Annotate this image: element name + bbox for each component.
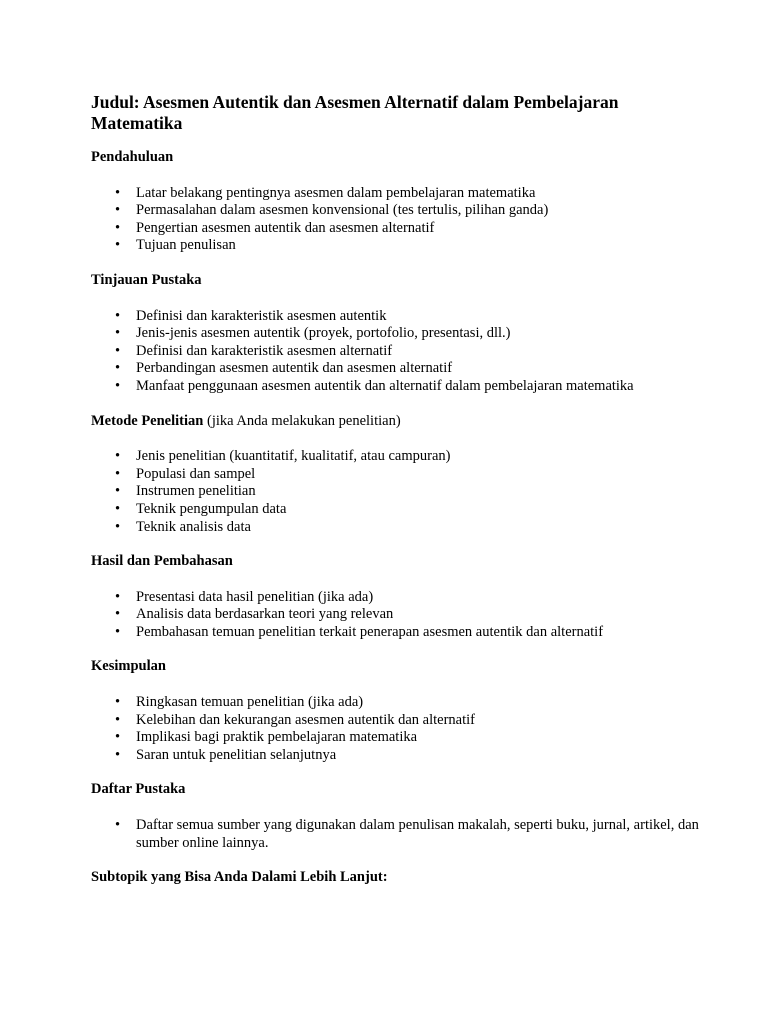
section-heading-hasil-dan-pembahasan xyxy=(91,553,708,571)
list-item: • Definisi dan karakteristik asesmen alternatif xyxy=(136,343,708,361)
list-item: • Teknik pengumpulan data xyxy=(136,501,708,519)
list-item: • Jenis-jenis asesmen autentik (proyek, portofolio, presentasi, dll.) xyxy=(136,325,708,343)
heading-text: Kesimpulan xyxy=(91,658,166,675)
list-item: • Daftar semua sumber yang digunakan dalam penulisan makalah, seperti buku, jurnal, artikel, dan sumber online lainnya. xyxy=(136,817,708,852)
bullet-list-hasil-dan-pembahasan xyxy=(91,589,708,642)
section-heading-metode-penelitian xyxy=(91,413,708,431)
section-heading-tinjauan-pustaka xyxy=(91,272,708,290)
list-item: • Pembahasan temuan penelitian terkait penerapan asesmen autentik dan alternatif xyxy=(136,624,708,642)
list-item: • Perbandingan asesmen autentik dan asesmen alternatif xyxy=(136,360,708,378)
section-heading-kesimpulan xyxy=(91,658,708,676)
list-item: • Instrumen penelitian xyxy=(136,483,708,501)
bullet-list-kesimpulan xyxy=(91,694,708,764)
list-item: • Populasi dan sampel xyxy=(136,466,708,484)
list-item: • Kelebihan dan kekurangan asesmen autentik dan alternatif xyxy=(136,712,708,730)
heading-text: Pendahuluan xyxy=(91,149,174,165)
list-item: • Teknik analisis data xyxy=(136,519,708,537)
heading-text: Hasil dan Pembahasan xyxy=(91,553,233,570)
bullet-list-metode-penelitian xyxy=(91,448,708,536)
list-item: • Pengertian asesmen autentik dan asesmen alternatif xyxy=(136,220,708,238)
list-item: • Analisis data berdasarkan teori yang relevan xyxy=(136,606,708,624)
list-item: • Permasalahan dalam asesmen konvensional (tes tertulis, pilihan ganda) xyxy=(136,202,708,220)
list-item: • Implikasi bagi praktik pembelajaran matematika xyxy=(136,729,708,747)
list-item: • Presentasi data hasil penelitian (jika ada) xyxy=(136,589,708,607)
list-item: • Jenis penelitian (kuantitatif, kualitatif, atau campuran) xyxy=(136,448,708,466)
list-item: • Latar belakang pentingnya asesmen dalam pembelajaran matematika xyxy=(136,185,708,203)
section-heading-daftar-pustaka xyxy=(91,781,708,799)
bullet-list-daftar-pustaka xyxy=(91,817,708,852)
heading-text: Daftar Pustaka xyxy=(91,781,186,798)
heading-note: (jika Anda melakukan penelitian) xyxy=(203,412,401,429)
list-item: • Tujuan penulisan xyxy=(136,237,708,255)
list-item: • Definisi dan karakteristik asesmen autentik xyxy=(136,308,708,326)
heading-text: Tinjauan Pustaka xyxy=(91,271,202,288)
list-item: • Ringkasan temuan penelitian (jika ada) xyxy=(136,694,708,712)
bullet-list-pendahuluan xyxy=(91,185,708,255)
heading-text: Metode Penelitian xyxy=(91,412,204,429)
list-item: • Saran untuk penelitian selanjutnya xyxy=(136,747,708,765)
bullet-list-tinjauan-pustaka xyxy=(91,308,708,396)
list-item: • Manfaat penggunaan asesmen autentik dan alternatif dalam pembelajaran matematika xyxy=(136,378,708,396)
document-title: Judul: Asesmen Autentik dan Asesmen Alternatif dalam Pembelajaran Matematika xyxy=(91,92,619,133)
section-heading-pendahuluan xyxy=(91,149,708,167)
closing-heading: Subtopik yang Bisa Anda Dalami Lebih Lanjut: xyxy=(91,869,388,886)
